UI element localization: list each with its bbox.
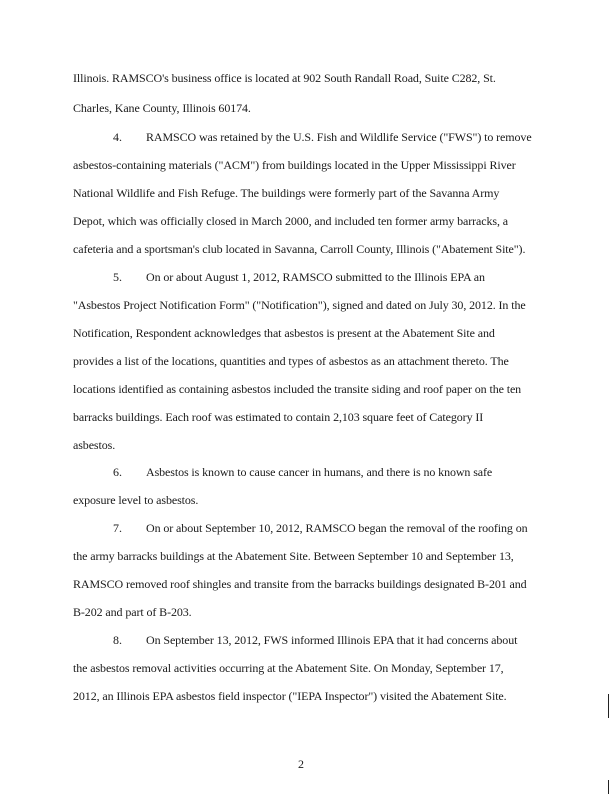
paragraph-4-number: 4. [113,130,122,144]
page-number: 2 [298,757,304,771]
paragraph-3-line-2: Charles, Kane County, Illinois 60174. [73,101,251,115]
paragraph-6-line-2: exposure level to asbestos. [73,493,199,507]
paragraph-6-line-1: Asbestos is known to cause cancer in humans, and there is no known safe [146,465,493,479]
paragraph-4-line-4: Depot, which was officially closed in March 2000, and included ten former army barracks, a [73,214,508,228]
paragraph-3-line-1: Illinois. RAMSCO's business office is located at 902 South Randall Road, Suite C282, St. [73,71,496,85]
paragraph-5-line-1: On or about August 1, 2012, RAMSCO submitted to the Illinois EPA an [146,270,485,284]
paragraph-8-line-1: On September 13, 2012, FWS informed Illinois EPA that it had concerns about [146,633,518,647]
paragraph-8-number: 8. [113,633,122,647]
paragraph-7-line-2: the army barracks buildings at the Abatement Site. Between September 10 and September 13, [73,549,514,563]
paragraph-7-number: 7. [113,521,122,535]
paragraph-5-line-5: locations identified as containing asbestos included the transite siding and roof paper on the ten [73,382,522,396]
paragraph-4-line-5: cafeteria and a sportsman's club located in Savanna, Carroll County, Illinois ("Abatement Site"). [73,242,526,256]
paragraph-7-line-1: On or about September 10, 2012, RAMSCO began the removal of the roofing on [146,521,528,535]
paragraph-5-line-4: provides a list of the locations, quantities and types of asbestos as an attachment thereto. The [73,354,509,368]
paragraph-6-number: 6. [113,465,122,479]
scan-artifact-mark [608,694,609,718]
paragraph-5-line-3: Notification, Respondent acknowledges that asbestos is present at the Abatement Site and [73,326,495,340]
paragraph-4-line-3: National Wildlife and Fish Refuge. The buildings were formerly part of the Savanna Army [73,186,500,200]
paragraph-4-line-2: asbestos-containing materials ("ACM") from buildings located in the Upper Mississippi River [73,158,516,172]
paragraph-7-line-3: RAMSCO removed roof shingles and transite from the barracks buildings designated B-201 and [73,577,527,591]
paragraph-5-line-6: barracks buildings. Each roof was estimated to contain 2,103 square feet of Category II [73,410,484,424]
paragraph-5-number: 5. [113,270,122,284]
paragraph-5-line-7: asbestos. [73,438,116,452]
paragraph-4-line-1: RAMSCO was retained by the U.S. Fish and Wildlife Service ("FWS") to remove [146,130,532,144]
scan-artifact-mark [608,780,609,794]
paragraph-8-line-2: the asbestos removal activities occurring at the Abatement Site. On Monday, September 17, [73,661,504,675]
paragraph-8-line-3: 2012, an Illinois EPA asbestos field inspector ("IEPA Inspector") visited the Abatement Site. [73,689,507,703]
paragraph-7-line-4: B-202 and part of B-203. [73,605,192,619]
paragraph-5-line-2: "Asbestos Project Notification Form" ("Notification"), signed and dated on July 30, 2012. In the [73,298,526,312]
